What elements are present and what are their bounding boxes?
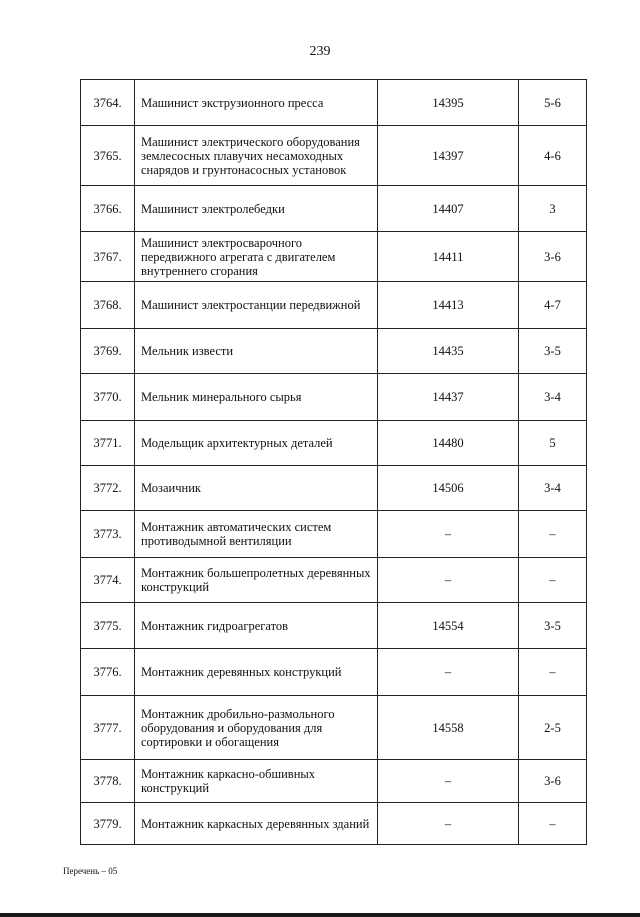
table-row xyxy=(81,80,587,126)
qualification-rank: 3-6 xyxy=(519,232,587,282)
profession-name: Машинист экструзионного пресса xyxy=(135,80,378,126)
profession-code: 14435 xyxy=(378,329,519,374)
row-number: 3768. xyxy=(81,282,135,329)
table-row xyxy=(81,603,587,649)
row-number: 3771. xyxy=(81,421,135,466)
profession-name: Мельник минерального сырья xyxy=(135,374,378,421)
bottom-scan-edge xyxy=(0,913,640,917)
table-row xyxy=(81,126,587,186)
profession-name: Машинист электрического оборудования землесосных плавучих несамоходных снарядов и грунтонасосных установок xyxy=(135,126,378,186)
table-body xyxy=(81,80,587,845)
qualification-rank: 4-6 xyxy=(519,126,587,186)
profession-code: 14480 xyxy=(378,421,519,466)
profession-code: – xyxy=(378,558,519,603)
profession-code: 14411 xyxy=(378,232,519,282)
profession-name: Модельщик архитектурных деталей xyxy=(135,421,378,466)
qualification-rank: – xyxy=(519,558,587,603)
profession-name: Монтажник гидроагрегатов xyxy=(135,603,378,649)
table-row xyxy=(81,511,587,558)
table-row xyxy=(81,282,587,329)
row-number: 3765. xyxy=(81,126,135,186)
profession-name: Машинист электростанции передвижной xyxy=(135,282,378,329)
profession-code: 14437 xyxy=(378,374,519,421)
table-row xyxy=(81,803,587,845)
qualification-rank: 3-4 xyxy=(519,374,587,421)
qualification-rank: – xyxy=(519,649,587,696)
table-row xyxy=(81,232,587,282)
profession-name: Монтажник большепролетных деревянных конструкций xyxy=(135,558,378,603)
table-row xyxy=(81,466,587,511)
profession-code: 14395 xyxy=(378,80,519,126)
qualification-rank: – xyxy=(519,803,587,845)
profession-code: – xyxy=(378,760,519,803)
profession-code: 14407 xyxy=(378,186,519,232)
row-number: 3779. xyxy=(81,803,135,845)
row-number: 3777. xyxy=(81,696,135,760)
qualification-rank: 5-6 xyxy=(519,80,587,126)
profession-name: Машинист электросварочного передвижного агрегата с двигателем внутреннего сгорания xyxy=(135,232,378,282)
profession-name: Монтажник деревянных конструкций xyxy=(135,649,378,696)
table-row xyxy=(81,696,587,760)
profession-name: Машинист электролебедки xyxy=(135,186,378,232)
row-number: 3776. xyxy=(81,649,135,696)
qualification-rank: 2-5 xyxy=(519,696,587,760)
profession-code: 14558 xyxy=(378,696,519,760)
profession-code: 14397 xyxy=(378,126,519,186)
qualification-rank: 3-5 xyxy=(519,329,587,374)
footer-label: Перечень – 05 xyxy=(63,866,118,876)
row-number: 3772. xyxy=(81,466,135,511)
profession-code: – xyxy=(378,803,519,845)
qualification-rank: – xyxy=(519,511,587,558)
table-row xyxy=(81,760,587,803)
table-row xyxy=(81,558,587,603)
table-row xyxy=(81,374,587,421)
profession-name: Мельник извести xyxy=(135,329,378,374)
qualification-rank: 4-7 xyxy=(519,282,587,329)
table-row xyxy=(81,421,587,466)
profession-code: 14554 xyxy=(378,603,519,649)
row-number: 3764. xyxy=(81,80,135,126)
profession-name: Монтажник автоматических систем противодымной вентиляции xyxy=(135,511,378,558)
qualification-rank: 3-5 xyxy=(519,603,587,649)
professions-table xyxy=(80,79,587,845)
page-number: 239 xyxy=(309,44,331,59)
table-row xyxy=(81,329,587,374)
row-number: 3769. xyxy=(81,329,135,374)
row-number: 3778. xyxy=(81,760,135,803)
profession-name: Мозаичник xyxy=(135,466,378,511)
profession-code: 14506 xyxy=(378,466,519,511)
table-row xyxy=(81,649,587,696)
profession-code: – xyxy=(378,511,519,558)
row-number: 3766. xyxy=(81,186,135,232)
table-row xyxy=(81,186,587,232)
row-number: 3773. xyxy=(81,511,135,558)
profession-code: – xyxy=(378,649,519,696)
row-number: 3774. xyxy=(81,558,135,603)
profession-name: Монтажник каркасных деревянных зданий xyxy=(135,803,378,845)
row-number: 3775. xyxy=(81,603,135,649)
qualification-rank: 3-6 xyxy=(519,760,587,803)
row-number: 3767. xyxy=(81,232,135,282)
qualification-rank: 3 xyxy=(519,186,587,232)
profession-name: Монтажник дробильно-размольного оборудования и оборудования для сортировки и обогащения xyxy=(135,696,378,760)
profession-name: Монтажник каркасно-обшивных конструкций xyxy=(135,760,378,803)
qualification-rank: 3-4 xyxy=(519,466,587,511)
qualification-rank: 5 xyxy=(519,421,587,466)
row-number: 3770. xyxy=(81,374,135,421)
profession-code: 14413 xyxy=(378,282,519,329)
